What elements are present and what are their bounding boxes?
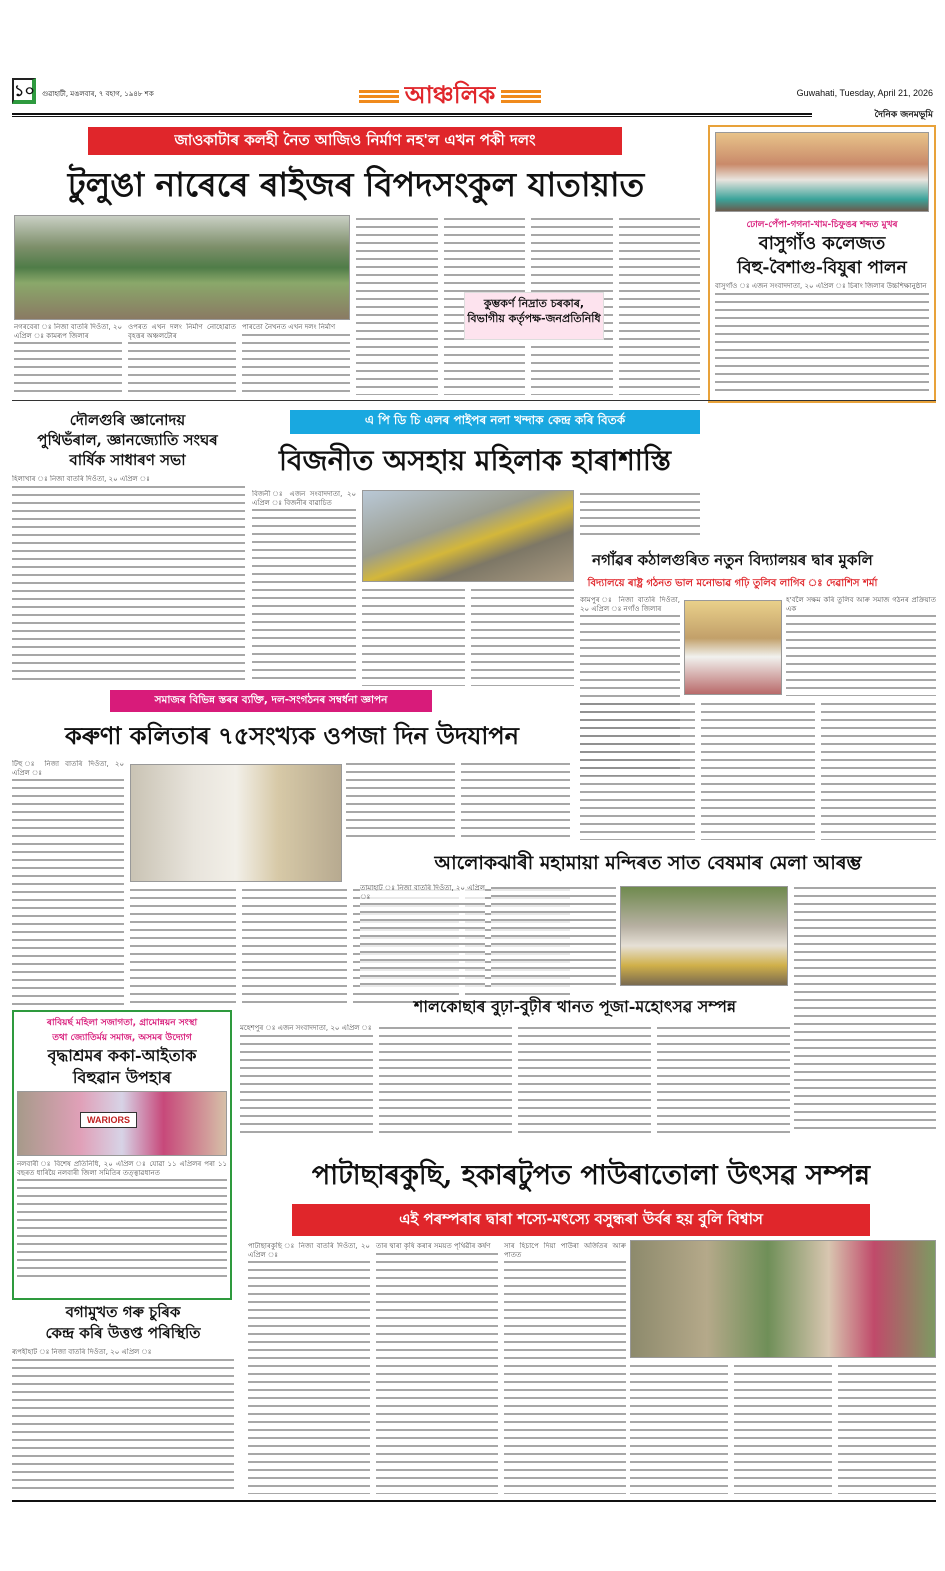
logo-stripes-left [359, 90, 399, 104]
bijni-body-left [252, 490, 356, 685]
salkocha-dateline: মহেশপুৰ ঃ এজন সংবাদদাতা, ২০ এপ্ৰিল ঃ [240, 1024, 372, 1032]
nagaon-body-right [786, 596, 936, 696]
vriddhashram-photo [17, 1091, 227, 1156]
daulguri-headline [10, 410, 245, 470]
bagamukh-body [12, 1348, 234, 1493]
nagaon-text: হ'বলৈ সক্ষম কৰি তুলিব আৰু সমাজ গঠনৰ প্ৰক্ৰিয়াত এক [786, 596, 936, 613]
alokjhari-headline: আলোকঝাৰী মহামায়া মন্দিৰত সাত বেষমাৰ মেলা আৰম্ভ [434, 852, 862, 874]
bijni-body-right [580, 490, 700, 540]
footer-rule [12, 1500, 936, 1502]
bagamukh-dateline: ৰূপহীহাট ঃ নিজা বাতৰি দিওঁতা, ২০ এপ্ৰিল ঃ [12, 1348, 234, 1357]
vriddhashram-kicker-1: ৰাবিয়ৰ্ছ মহিলা সজাগতা, গ্ৰামোন্নয়ন সংস্থা [46, 1018, 198, 1028]
tulunga-text: পাৰতো নৈখনত এখন দলং নিৰ্মাণ [242, 323, 350, 332]
nagaon-headline: নগাঁৱৰ কঠালগুৰিত নতুন বিদ্যালয়ৰ দ্বাৰ মুকলি [592, 551, 873, 569]
tulunga-subhead [464, 292, 604, 340]
karuna-body-left [12, 760, 124, 1010]
tulunga-text: ওপৰত এখন দলং নিৰ্মাণ নোহোৱাত বৃহত্তৰ অঞ্চলটোৰ [128, 323, 236, 340]
basugaon-box [708, 125, 936, 403]
salkocha-headline: শালকোছাৰ বুঢ়া-বুঢ়ীৰ থানত পূজা-মহোৎসৱ সম্পন্ন [413, 997, 737, 1016]
basugaon-dateline: বাসুগাঁও ঃ এজন সংবাদদাতা, ২০ এপ্ৰিল ঃ চিৰাং জিলাৰ উচ্চশিক্ষানুষ্ঠান [715, 282, 929, 291]
nagaon-dateline: কামপুৰ ঃ নিজা বাতৰি দিওঁতা, ২০ এপ্ৰিল ঃ নগাঁও জিলাৰ [580, 596, 680, 613]
vriddhashram-dateline: নলবাৰী ঃ বিশেষ প্ৰতিনিধি, ২০ এপ্ৰিল ঃ যোৱা ১১ এপ্ৰিলৰ পৰা ১১ বছৰত ধাৰিয়ৈ নলবাৰী জিলা সমিতিৰ তত্ত্বাৱধানত [17, 1160, 227, 1177]
bijni-kicker: এ পি ডি চি এলৰ পাইপৰ নলা খন্দাক কেন্দ্ৰ কৰি বিতৰ্ক [290, 410, 700, 434]
basugaon-headline-1: বাসুগাঁও কলেজত [758, 233, 886, 254]
section-rule [12, 400, 936, 401]
patachar-body [248, 1242, 626, 1494]
bagamukh-headline-1: বগামুখত গৰু চুৰিক [65, 1303, 181, 1321]
bagamukh-headline-2: কেন্দ্ৰ কৰি উত্তপ্ত পৰিস্থিতি [45, 1324, 201, 1342]
karuna-dateline: টিহু ঃ নিজা বাতৰি দিওঁতা, ২০ এপ্ৰিল ঃ [12, 760, 124, 777]
page-number-box [12, 78, 36, 104]
logo [345, 80, 555, 114]
vriddhashram-body [17, 1160, 227, 1280]
karuna-headline: কৰুণা কলিতাৰ ৭৫সংখ্যক ওপজা দিন উদযাপন [65, 721, 519, 750]
bijni-dateline: বিজনী ঃ এজন সংবাদদাতা, ২০ এপ্ৰিল ঃ বিজনীৰ বাৱাচিত [252, 490, 356, 507]
nagaon-photo [684, 600, 782, 695]
alokjhari-body-right [794, 884, 936, 1134]
patachar-body-right [630, 1362, 936, 1494]
daulguri-headline-1: দৌলগুৰি জ্ঞানোদয় [69, 411, 186, 429]
patachar-headline: পাটাছাৰকুছি, হকাৰটুপত পাউৰাতোলা উৎসৱ সম্পন্ন [311, 1160, 871, 1191]
alokjhari-body-left [360, 884, 616, 988]
alokjhari-photo [620, 886, 788, 986]
header-rule [12, 113, 812, 117]
nagaon-subhead: বিদ্যালয়ে ৰাষ্ট্ৰ গঠনত ভাল মনোভাৱ গঢ়ি তুলিব লাগিব ঃ দেৱাশিস শৰ্মা [587, 578, 878, 589]
basugaon-kicker: ঢোল-পেঁপা-গগনা-খাম-চিফুঙৰ শব্দত মুখৰ [746, 220, 898, 230]
basugaon-headline-2: বিহু-বৈশাগু-বিযুৰা পালন [737, 258, 907, 278]
bagamukh-headline [12, 1302, 234, 1344]
header-right-date: Guwahati, Tuesday, April 21, 2026 [796, 88, 933, 98]
patachar-dateline: পাটাছাৰকুছি ঃ নিজা বাতৰি দিওঁতা, ২০ এপ্ৰিল ঃ [248, 1242, 370, 1259]
header-left-date: গুৱাহাটী, মঙলবাৰ, ৭ বহাগ, ১৯৪৮ শক [42, 90, 154, 98]
bijni-body [362, 586, 574, 686]
alokjhari-dateline: তামাহাট ঃ নিজা বাতৰি দিওঁতা, ২০ এপ্ৰিল ঃ [360, 884, 485, 901]
patachar-kicker: এই পৰম্পৰাৰ দ্বাৰা শস্যে-মৎস্যে বসুন্ধৰা উৰ্বৰ হয় বুলি বিশ্বাস [292, 1204, 870, 1236]
vriddhashram-headline-2: বিহুৱান উপহাৰ [72, 1068, 172, 1087]
tulunga-subhead-text: কুম্ভকৰ্ণ নিদ্ৰাত চৰকাৰ, বিভাগীয় কৰ্তৃপক্ষ-জনপ্ৰতিনিধি [467, 297, 601, 325]
daulguri-headline-3: বাৰ্ষিক সাধাৰণ সভা [69, 451, 186, 469]
patachar-text: তাৰ দ্বাৰা কৃষি কৰাৰ সময়ত পৃথিৱীৰ কৰ্ষণ [376, 1242, 498, 1251]
warriors-banner: WARIORS [80, 1112, 137, 1128]
page-number: ১০ [14, 81, 35, 100]
tulunga-kicker: জাওকাটাৰ কলহী নৈত আজিও নিৰ্মাণ নহ'ল এখন পকী দলং [88, 127, 622, 155]
tulunga-photo [14, 215, 350, 320]
logo-stripes-right [501, 90, 541, 104]
daulguri-dateline: হিলাখাৰ ঃ নিজা বাতৰি দিওঁতা, ২০ এপ্ৰিল ঃ [12, 475, 245, 484]
logo-text: আঞ্চলিক [404, 80, 496, 109]
tulunga-dateline: নগৰবেৰা ঃ নিজা বাতৰি দিওঁতা, ২০ এপ্ৰিল ঃ কামৰূপ জিলাৰ [14, 323, 122, 340]
salkocha-body [240, 1024, 790, 1139]
vriddhashram-box [12, 1010, 232, 1300]
bijni-headline: বিজনীত অসহায় মহিলাক হাৰাশাস্তি [278, 444, 672, 477]
nagaon-body-bottom [580, 700, 936, 840]
daulguri-headline-2: পুথিভঁৰাল, জ্ঞানজ্যোতি সংঘৰ [37, 431, 218, 449]
karuna-body-right [346, 760, 570, 842]
paper-name: দৈনিক জনমভূমি [874, 110, 933, 120]
basugaon-photo [715, 132, 929, 212]
patachar-text: সাৰ হিচাপে দিয়া পাউৰা অৰ্জিতৰ আৰু পাতত [504, 1242, 626, 1259]
patachar-photo [630, 1240, 936, 1358]
tulunga-body [14, 323, 350, 395]
vriddhashram-kicker-2: তথা জ্যোতিৰ্ময় সমাজ, অসমৰ উদ্যোগ [52, 1033, 192, 1043]
karuna-kicker: সমাজৰ বিভিন্ন স্তৰৰ ব্যক্তি, দল-সংগঠনৰ সম্বৰ্ধনা জ্ঞাপন [110, 690, 432, 712]
daulguri-body [12, 475, 245, 685]
karuna-photo [130, 764, 342, 882]
tulunga-headline: টুলুঙা নাৰেৰে ৰাইজৰ বিপদসংকুল যাতায়াত [67, 165, 645, 204]
basugaon-body [715, 282, 929, 392]
vriddhashram-headline-1: বৃদ্ধাশ্ৰমৰ ককা-আইতাক [47, 1046, 197, 1065]
